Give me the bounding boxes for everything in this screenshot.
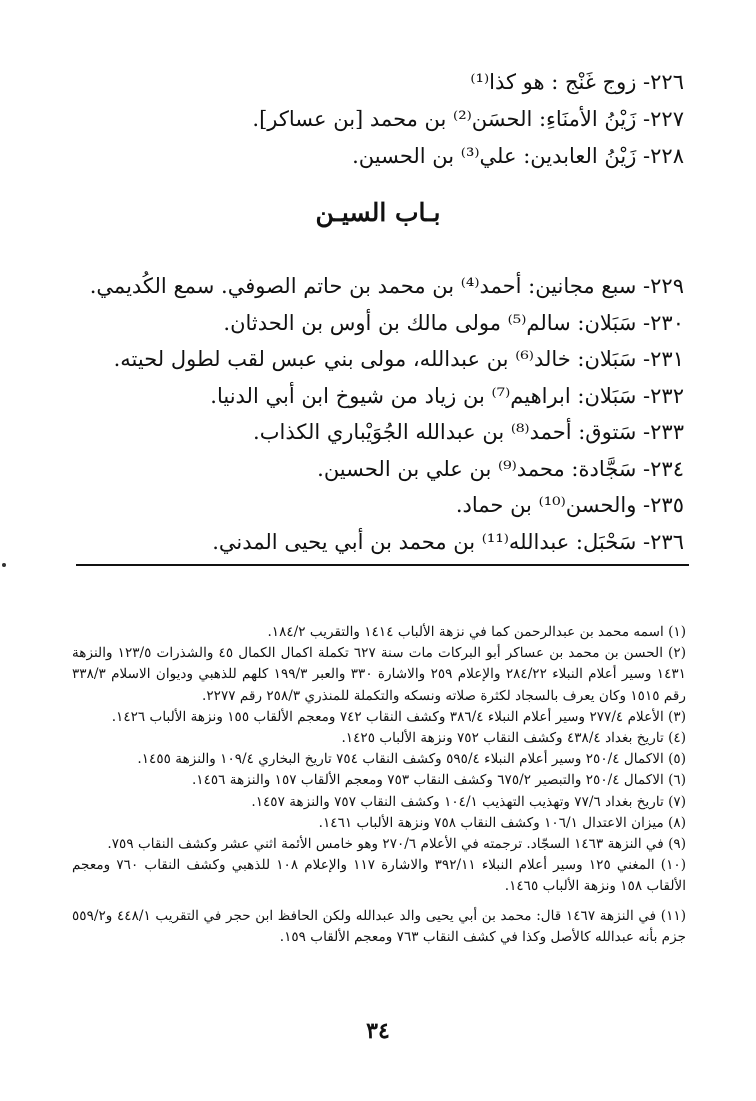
footnotes <box>72 622 686 948</box>
footnote-10: (١٠) المغني ١٢٥ وسير أعلام النبلاء ٣٩٢/١١ والاشارة ١١٧ والإعلام ١٠٨ للذهبي وكشف النقاب ٧٦٠ ومعجم الألقاب ١٥٨ ونزهة الألباب ١٤٦٥. <box>72 857 687 895</box>
entry-233: ٢٣٣- سَتوق: أحمد⁽⁸⁾ بن عبدالله الجُوَيْباري الكذاب. <box>253 420 684 444</box>
footnote-divider <box>76 564 689 566</box>
entry-231: ٢٣١- سَبَلان: خالد⁽⁶⁾ بن عبدالله، مولى بني عبس لقب لطول لحيته. <box>113 347 684 371</box>
footnote-5: (٥) الاكمال ٢٥٠/٤ وسير أعلام النبلاء ٥٩٥/٤ وكشف النقاب ٧٥٤ تاريخ البخاري ١٠٩/٤ والنزهة ١٤٥٥. <box>137 751 686 768</box>
entries-list-seen <box>72 268 684 560</box>
footnote-4: (٤) تاريخ بغداد ٤٣٨/٤ وكشف النقاب ٧٥٢ ونزهة الألباب ١٤٢٥. <box>341 730 686 747</box>
footnote-6: (٦) الاكمال ٢٥٠/٤ والتبصير ٦٧٥/٢ وكشف النقاب ٧٥٣ ومعجم الألقاب ١٥٧ والنزهة ١٤٥٦. <box>191 772 686 789</box>
entry-235: ٢٣٥- والحسن⁽¹⁰⁾ بن حماد. <box>455 493 684 517</box>
entry-227: ٢٢٧- زَيْنُ الأمنَاءِ: الحسَن⁽²⁾ بن محمد [بن عساكر]. <box>252 107 684 131</box>
footnote-2: (٢) الحسن بن محمد بن عساكر أبو البركات مات سنة ٦٢٧ تكملة اكمال الكمال ٤٥ والشذرات ١٢٣/٥ والنزهة ١٤٣١ وسير أعلام النبلاء ٢٨٤/٢٢ والإعلام ٢٥٩ والاشارة ٣٣٠ والعبر ١٩٩/٣ كلهم للذهبي وديوان الاسلام ٣٣٨/٣ رقم ١٥١٥ وكان يعرف بالسجاد لكثرة صلاته ونسكه والتكملة للمنذري ٢٥٨/٣ رقم ٢٢٧٧. <box>72 645 686 704</box>
entry-230: ٢٣٠- سَبَلان: سالم⁽⁵⁾ مولى مالك بن أوس بن الحدثان. <box>223 310 684 335</box>
footnote-7: (٧) تاريخ بغداد ٧٧/٦ وتهذيب التهذيب ١٠٤/١ وكشف النقاب ٧٥٧ والنزهة ١٤٥٧. <box>251 793 686 810</box>
entry-229: ٢٢٩- سبع مجانين: أحمد⁽⁴⁾ بن محمد بن حاتم الصوفي. سمع الكُديمي. <box>89 274 684 298</box>
entries-list-zay <box>72 64 684 175</box>
footnote-9: (٩) في النزهة ١٤٦٣ السجّاد. ترجمته في الأعلام ٢٧٠/٦ وهو خامس الأئمة اثني عشر وكشف النقاب ٧٥٩. <box>107 836 686 853</box>
section-heading: بـاب السيـن <box>315 198 441 227</box>
footnote-11: (١١) في النزهة ١٤٦٧ قال: محمد بن أبي يحيى والد عبدالله ولكن الحافظ ابن حجر في التقريب ٤٤٨/١ و٥٥٩/٢ جزم بأنه عبدالله كالأصل وكذا في كشف النقاب ٧٦٣ ومعجم الألقاب ١٥٩. <box>72 907 687 945</box>
entry-226: ٢٢٦- زوج غَنْج : هو كذا⁽¹⁾ <box>470 70 684 94</box>
entry-234: ٢٣٤- سَجَّادة: محمد⁽⁹⁾ بن علي بن الحسين. <box>317 456 684 481</box>
entry-228: ٢٢٨- زَيْنُ العابدين: علي⁽³⁾ بن الحسين. <box>352 144 684 168</box>
entry-236: ٢٣٦- سَحْبَل: عبدالله⁽¹¹⁾ بن محمد بن أبي يحيى المدني. <box>212 529 684 554</box>
page-number: ٣٤ <box>366 1018 390 1044</box>
margin-dot <box>2 563 6 567</box>
footnote-1: (١) اسمه محمد بن عبدالرحمن كما في نزهة الألباب ١٤١٤ والتقريب ١٨٤/٢. <box>267 624 686 640</box>
entry-232: ٢٣٢- سَبَلان: ابراهيم⁽⁷⁾ بن زياد من شيوخ ابن أبي الدنيا. <box>210 383 684 408</box>
footnote-3: (٣) الأعلام ٢٧٧/٤ وسير أعلام النبلاء ٣٨٦/٤ وكشف النقاب ٧٤٢ ومعجم الألقاب ١٥٥ ونزهة الألباب ١٤٢٦. <box>111 708 686 725</box>
footnote-8: (٨) ميزان الاعتدال ١٠٦/١ وكشف النقاب ٧٥٨ ونزهة الألباب ١٤٦١. <box>318 814 686 831</box>
